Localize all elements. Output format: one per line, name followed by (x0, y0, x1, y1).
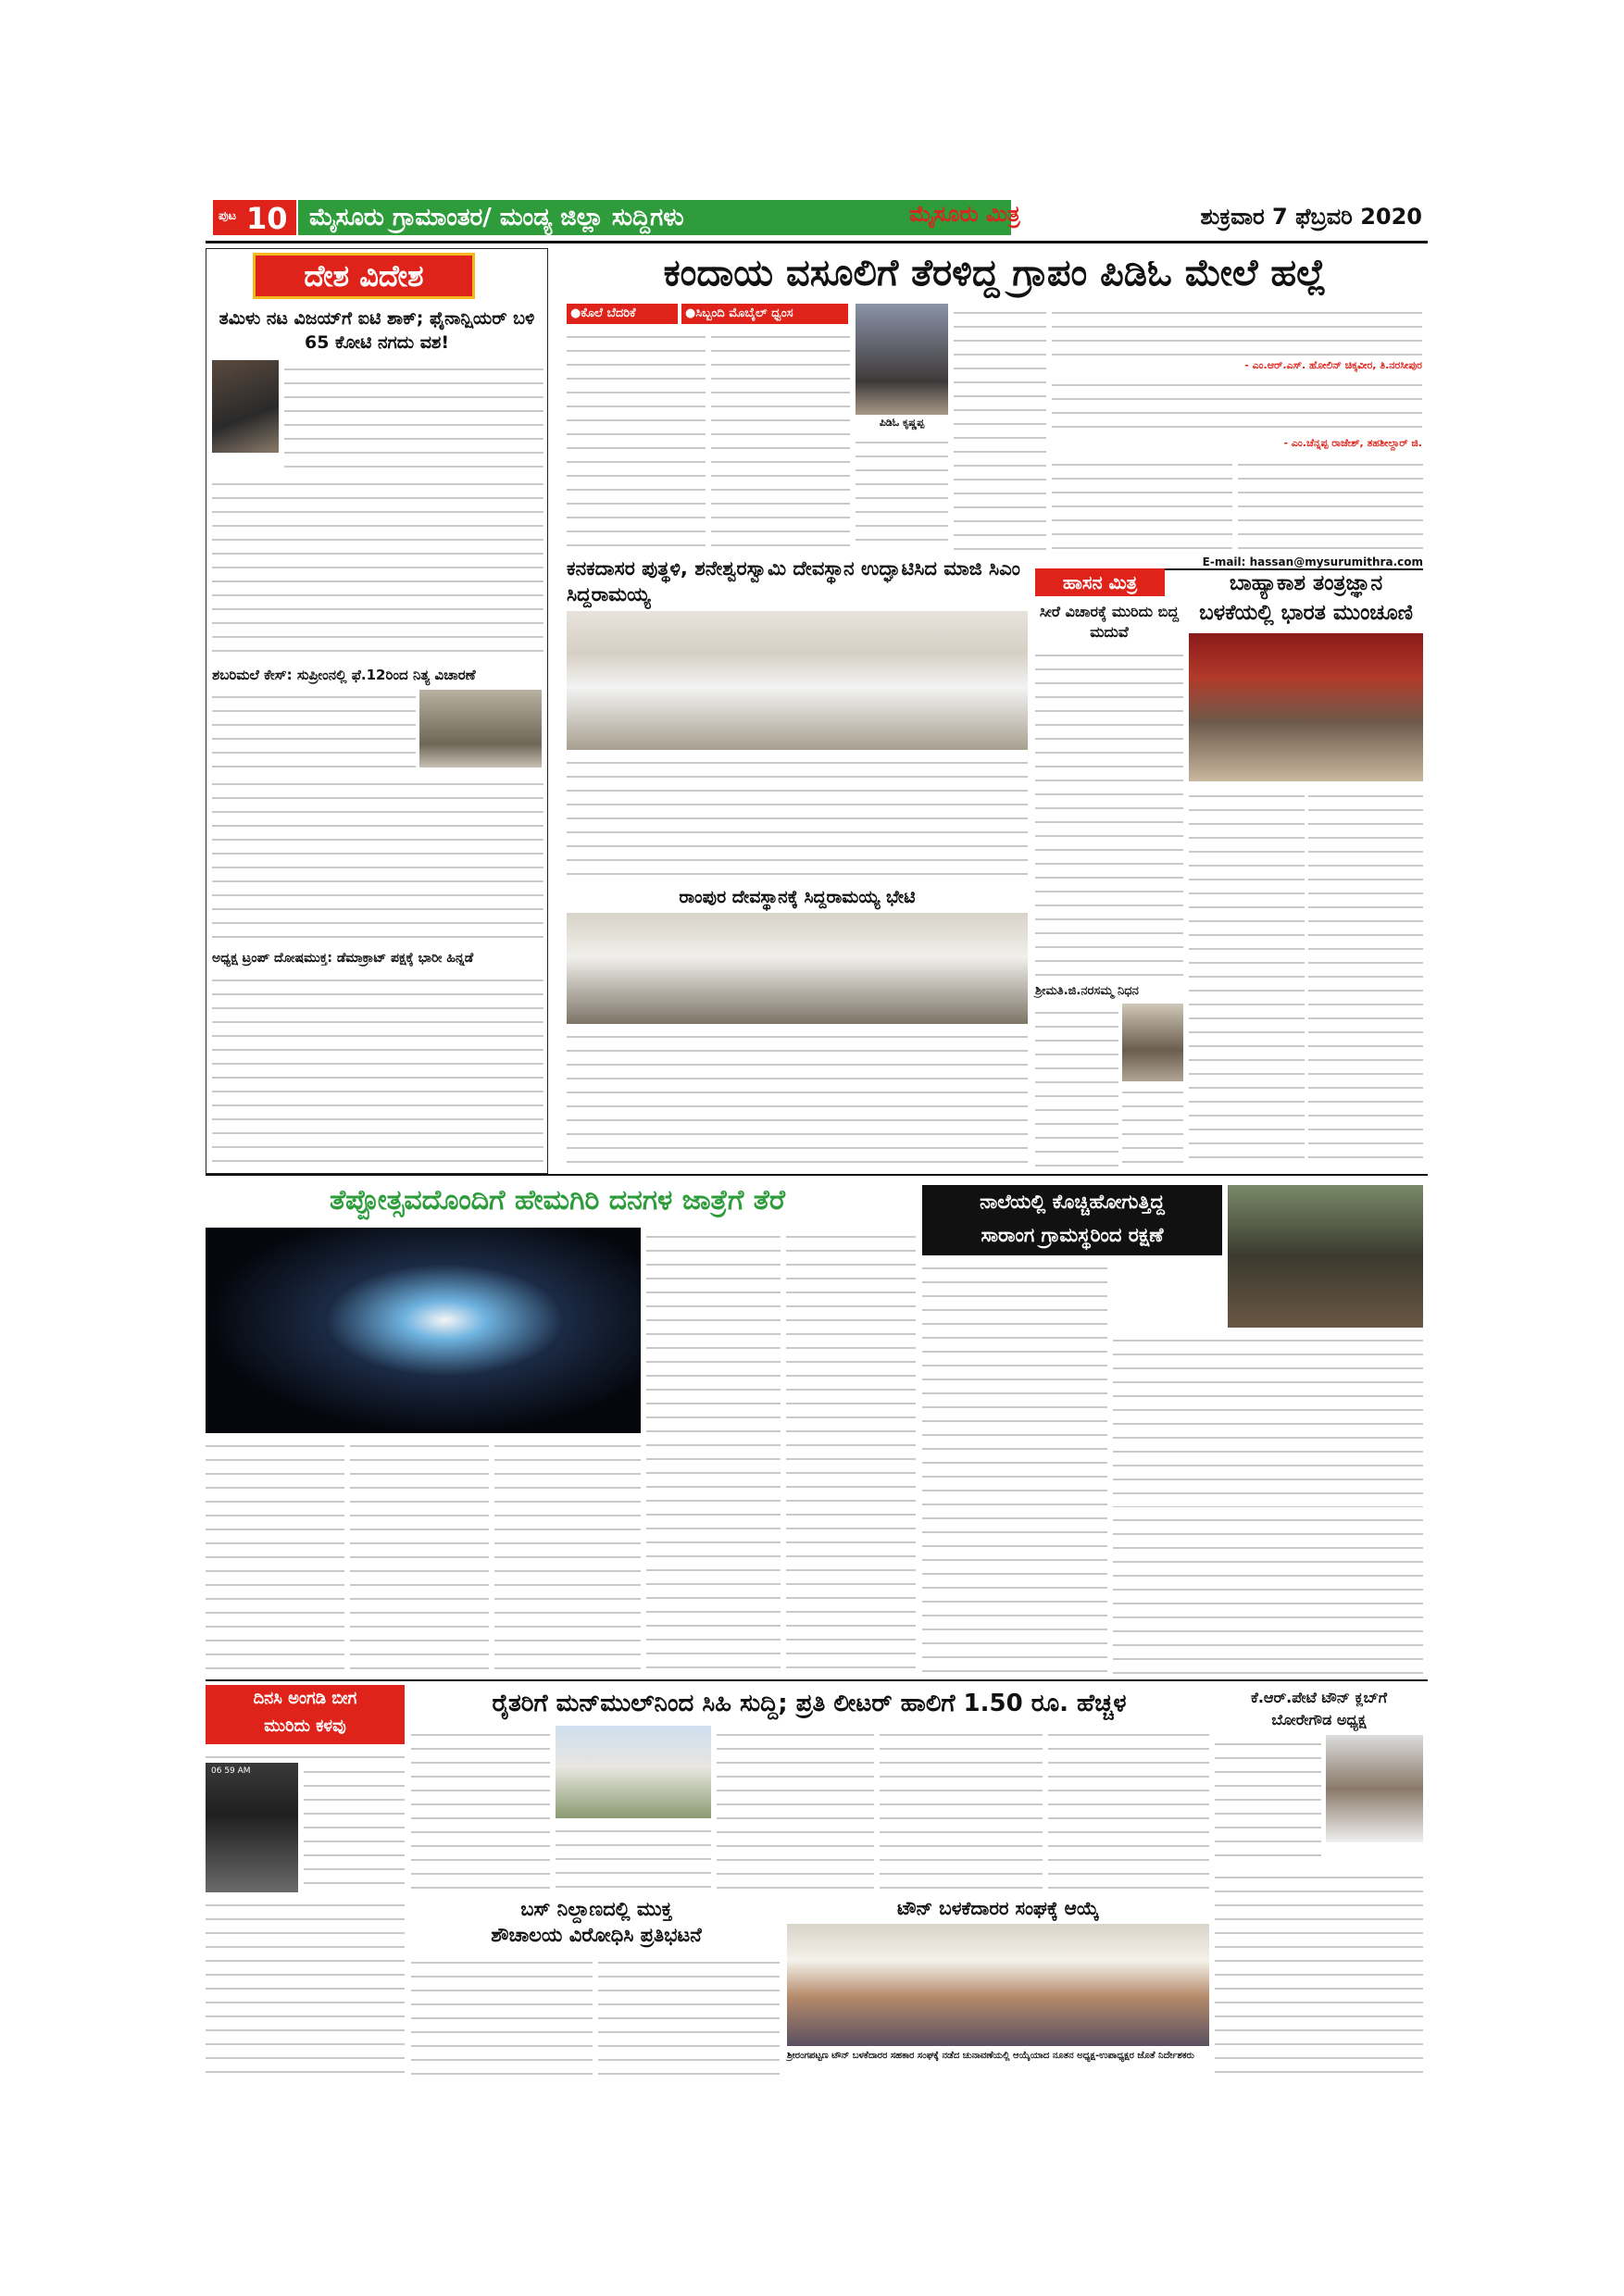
mid-rule (206, 1174, 1428, 1176)
manmul-building-photo (556, 1726, 711, 1818)
town-association-caption: ಶ್ರೀರಂಗಪಟ್ಟಣ ಟೌನ್ ಬಳಕೆದಾರರ ಸಹಕಾರ ಸಂಘಕ್ಕೆ ನಡೆದ ಚುನಾವಣೆಯಲ್ಲಿ ಆಯ್ಕೆಯಾದ ನೂತನ ಅಧ್ಯಕ್ಷ-ಉಪಾಧ್ಯಕ್ಷರ ಜೊತೆ ನಿರ್ದೇಶಕರು (787, 2051, 1194, 2061)
theft-headline-line1: ದಿನಸಿ ಅಂಗಡಿ ಬೀಗ (253, 1689, 357, 1708)
siddaramaiah-story (567, 754, 1028, 883)
vijay-story-b (212, 475, 543, 660)
obituary-story-b (1122, 1083, 1183, 1167)
lead-tag-threat: ●ಕೊಲೆ ಬೆದರಿಕೆ (567, 304, 678, 324)
space-tech-story-b (1308, 787, 1423, 1167)
teppotsava-headline: ತೆಪ್ಪೋತ್ಸವದೊಂದಿಗೆ ಹೇಮಗಿರಿ ದನಗಳ ಜಾತ್ರೆಗೆ ತೆರೆ (330, 1184, 785, 1217)
kr-pete-headline (1215, 1687, 1423, 1731)
cow-rescue-photo (1228, 1185, 1423, 1328)
obituary-headline: ಶ್ರೀಮತಿ.ಜಿ.ನರಸಮ್ಮ ನಿಧನ (1035, 984, 1139, 998)
theft-headline-line2: ಮುರಿದು ಕಳವು (264, 1716, 346, 1736)
lead-story-col1 (567, 328, 706, 552)
page-word: ಪುಟ (219, 209, 237, 223)
milk-story-e (1048, 1726, 1209, 1890)
newspaper-page (206, 194, 1428, 2088)
hassan-mitra-banner: ಹಾಸನ ಮಿತ್ರ (1035, 568, 1165, 596)
cow-rescue-headline-line2: ಸಾರಾಂಗ ಗ್ರಾಮಸ್ಥರಿಂದ ರಕ್ಷಣೆ (981, 1224, 1164, 1246)
kanakadasa-inauguration-photo (567, 611, 1028, 750)
sabarimala-story-b (212, 775, 543, 942)
rampura-temple-photo (567, 913, 1028, 1024)
rampura-story (567, 1028, 1028, 1167)
cctv-photo (206, 1763, 298, 1892)
page-number: 10 (246, 201, 288, 236)
bus-stand-story-b (598, 1953, 780, 2083)
trump-headline: ಅಧ್ಯಕ್ಷ ಟ್ರಂಪ್ ದೋಷಮುಕ್ತ: ಡೆಮಾಕ್ರಾಟ್ ಪಕ್ಷಕ್ಕೆ ಭಾರೀ ಹಿನ್ನಡೆ (212, 951, 474, 966)
saree-wedding-story (1035, 646, 1183, 981)
space-tech-event-photo (1189, 633, 1423, 781)
rampura-headline: ರಾಂಪುರ ದೇವಸ್ಥಾನಕ್ಕೆ ಸಿದ್ದರಾಮಯ್ಯ ಭೇಟಿ (679, 887, 916, 907)
theft-dateline (206, 1748, 405, 1759)
lead-quote-2-author: - ಎಂ.ಚೆನ್ನಪ್ಪ ರಾಜೇಶ್, ತಹಶೀಲ್ದಾರ್ ಜಿ. (1283, 437, 1422, 449)
cctv-timestamp: 06 59 AM (211, 1766, 251, 1776)
sabarimala-story-a (212, 688, 416, 771)
space-tech-story-a (1189, 787, 1305, 1167)
bus-stand-headline-line1: ಬಸ್ ನಿಲ್ದಾಣದಲ್ಲಿ ಮುಕ್ತ (520, 1898, 672, 1920)
milk-story-b (556, 1822, 711, 1890)
page-number-tag (213, 200, 296, 235)
supreme-court-photo (419, 690, 542, 767)
space-tech-headline-line1: ಬಾಹ್ಯಾಕಾಶ ತಂತ್ರಜ್ಞಾನ (1229, 571, 1383, 595)
trump-story (212, 971, 543, 1167)
theft-headline (206, 1685, 405, 1744)
theft-story-b (206, 1896, 405, 2083)
milk-story-a (411, 1726, 550, 1890)
page-date: ಶುಕ್ರವಾರ 7 ಫೆಬ್ರವರಿ 2020 (1200, 204, 1422, 230)
cow-rescue-headline (922, 1185, 1222, 1255)
obituary-story-a (1035, 1004, 1118, 1167)
teppotsava-story-d (646, 1228, 781, 1676)
bus-stand-headline (411, 1896, 781, 1948)
cow-rescue-story-b (1113, 1331, 1423, 1507)
page-header (206, 194, 1428, 241)
lower-rule (206, 1679, 1428, 1681)
lead-quote-1-author: - ಎಂ.ಆರ್.ಎಸ್. ಹೋಲಿನ್ ಚಿಕ್ಕವೀರ, ತಿ.ನರಸೀಪುರ (1244, 359, 1422, 371)
teppotsava-story-c (494, 1437, 641, 1676)
kr-pete-headline-line2: ಬೋರೇಗೌಡ ಅಧ್ಯಕ್ಷ (1271, 1711, 1367, 1728)
kr-pete-headline-line1: ಕೆ.ಆರ್.ಪೇಟೆ ಟೌನ್ ಕ್ಲಬ್‌ಗೆ (1251, 1689, 1387, 1706)
lead-story-col3 (856, 433, 948, 552)
lead-quote-2 (1052, 376, 1422, 435)
kr-pete-story-a (1215, 1735, 1321, 1865)
space-tech-headline (1189, 568, 1423, 628)
town-association-group-photo (787, 1924, 1209, 2046)
lead-story-col2 (711, 328, 850, 552)
bus-stand-headline-line2: ಶೌಚಾಲಯ ವಿರೋಧಿಸಿ ಪ್ರತಿಭಟನೆ (491, 1924, 702, 1946)
vijay-photo (212, 360, 279, 453)
pdo-photo-caption: ಪಿಡಿಓ ಕೃಷ್ಣಪ್ಪ (879, 417, 925, 429)
lead-quote-1 (1052, 304, 1422, 359)
email-line: E-mail: hassan@mysurumithra.com (1141, 555, 1423, 570)
section-title: ಮೈಸೂರು ಗ್ರಾಮಾಂತರ/ ಮಂಡ್ಯ ಜಿಲ್ಲಾ ಸುದ್ದಿಗಳು (298, 200, 1011, 235)
obituary-photo (1122, 1004, 1183, 1081)
kr-pete-story-b (1215, 1868, 1423, 2083)
saree-wedding-headline: ಸೀರೆ ವಿಚಾರಕ್ಕೆ ಮುರಿದು ಬಿದ್ದ ಮದುವೆ (1039, 603, 1180, 641)
teppotsava-photo (206, 1228, 641, 1433)
milk-story-c (717, 1726, 874, 1890)
sabarimala-headline: ಶಬರಿಮಲೆ ಕೇಸ್: ಸುಪ್ರೀಂನಲ್ಲಿ ಫೆ.12ರಿಂದ ನಿತ್ಯ ವಿಚಾರಣೆ (212, 667, 476, 683)
lead-story-col6 (1238, 455, 1423, 552)
bus-stand-story-a (411, 1953, 593, 2083)
milk-story-d (880, 1726, 1043, 1890)
lead-story-col5 (1052, 455, 1232, 552)
teppotsava-story-a (206, 1437, 344, 1676)
lead-headline: ಕಂದಾಯ ವಸೂಲಿಗೆ ತೆರಳಿದ್ದ ಗ್ರಾಪಂ ಪಿಡಿಓ ಮೇಲೆ ಹಲ್ಲೆ (663, 252, 1327, 294)
milk-price-headline: ರೈತರಿಗೆ ಮನ್‌ಮುಲ್‌ನಿಂದ ಸಿಹಿ ಸುದ್ದಿ; ಪ್ರತಿ ಲೀಟರ್ ಹಾಲಿಗೆ 1.50 ರೂ. ಹೆಚ್ಚಳ (492, 1690, 1127, 1717)
vijay-story-a (284, 360, 543, 471)
siddaramaiah-headline: ಕನಕದಾಸರ ಪುತ್ಥಳಿ, ಶನೇಶ್ವರಸ್ವಾಮಿ ದೇವಸ್ಥಾನ ಉದ್ಘಾಟಿಸಿದ ಮಾಜಿ ಸಿಎಂ ಸಿದ್ದರಾಮಯ್ಯ (567, 557, 1020, 605)
lead-story-col4 (954, 304, 1046, 552)
pdo-photo (856, 304, 948, 415)
cow-rescue-story-c (1113, 1511, 1423, 1676)
masthead-logo: ಮೈಸೂರು ಮಿತ್ರ (909, 200, 1020, 227)
space-tech-headline-line2: ಬಳಕೆಯಲ್ಲಿ ಭಾರತ ಮುಂಚೂಣಿ (1199, 601, 1413, 625)
theft-story-a (304, 1763, 405, 1892)
header-rule (206, 241, 1428, 243)
town-association-headline: ಟೌನ್ ಬಳಕೆದಾರರ ಸಂಘಕ್ಕೆ ಆಯ್ಕೆ (897, 1897, 1099, 1919)
teppotsava-story-e (786, 1228, 916, 1676)
cow-rescue-headline-line1: ನಾಲೆಯಲ್ಲಿ ಕೊಚ್ಚಿಹೋಗುತ್ತಿದ್ದ (980, 1191, 1165, 1213)
desha-banner: ದೇಶ ವಿದೇಶ (253, 253, 475, 299)
lead-tag-mobile: ●ಸಿಬ್ಬಂದಿ ಮೊಬೈಲ್ ಧ್ವಂಸ (681, 304, 848, 324)
cow-rescue-story-a (922, 1259, 1107, 1676)
desha-videsha-column (206, 248, 548, 1174)
boregowda-photo (1326, 1735, 1423, 1842)
teppotsava-story-b (350, 1437, 489, 1676)
vijay-headline: ತಮಿಳು ನಟ ವಿಜಯ್‌ಗೆ ಐಟಿ ಶಾಕ್; ಫೈನಾನ್ಷಿಯರ್ ಬಳಿ 65 ಕೋಟಿ ನಗದು ವಶ! (219, 308, 535, 353)
